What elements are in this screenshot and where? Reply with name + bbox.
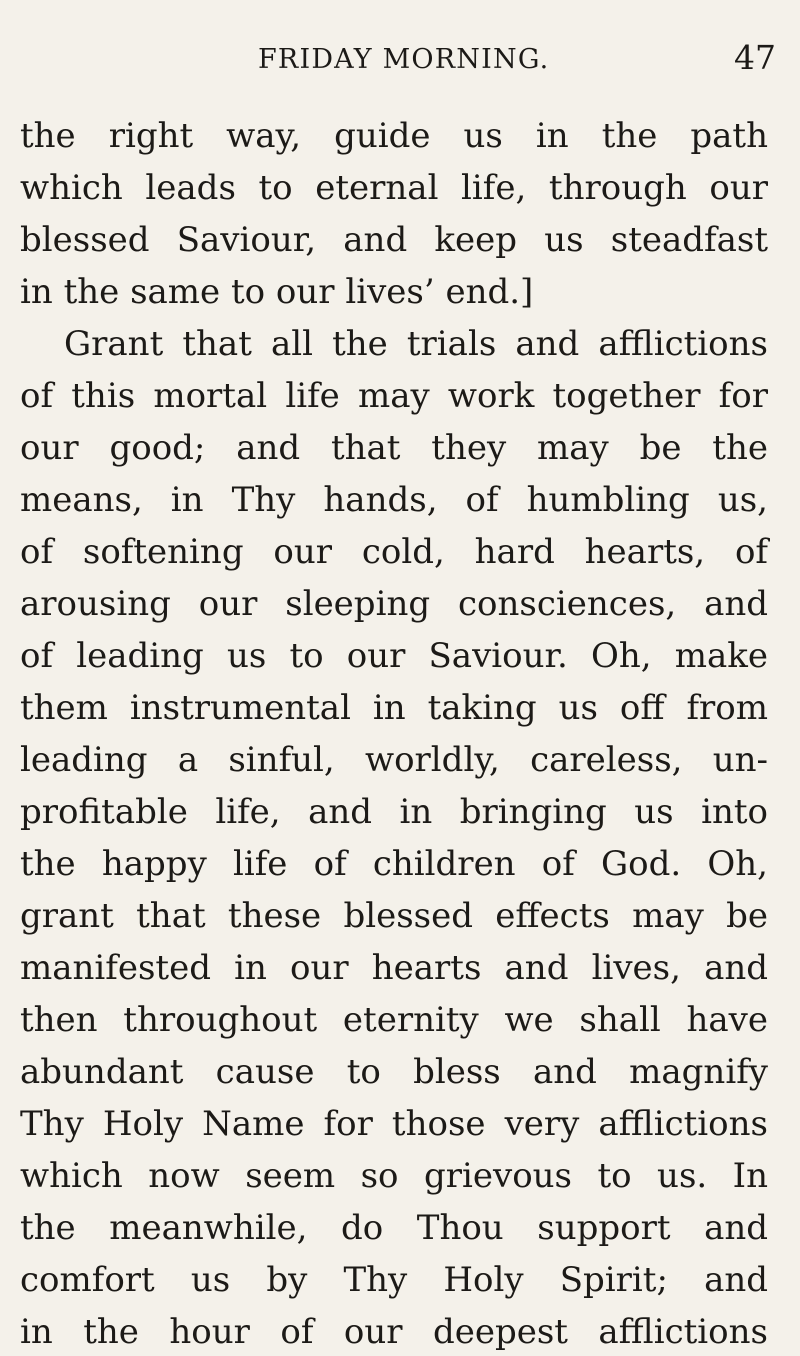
- paragraph-first-line: Grant that all the trials and afflictions: [64, 324, 768, 364]
- text-line: in the same to our lives’ end.]: [20, 272, 534, 312]
- text-line: profitable life, and in bringing us into: [20, 792, 768, 832]
- text-line: which leads to eternal life, through our: [20, 168, 768, 208]
- text-line: which now seem so grievous to us. In: [20, 1156, 768, 1196]
- text-line: Thy Holy Name for those very afflictions: [20, 1104, 768, 1144]
- text-line: grant that these blessed effects may be: [20, 896, 768, 936]
- text-line: the happy life of children of God. Oh,: [20, 844, 768, 884]
- text-line: in the hour of our deepest afflictions: [20, 1312, 768, 1352]
- text-line: of softening our cold, hard hearts, of: [20, 532, 768, 572]
- text-line: means, in Thy hands, of humbling us,: [20, 480, 768, 520]
- text-line: of leading us to our Saviour. Oh, make: [20, 636, 768, 676]
- text-line: them instrumental in taking us off from: [20, 688, 768, 728]
- running-head: FRIDAY MORNING.: [258, 44, 550, 75]
- text-line: abundant cause to bless and magnify: [20, 1052, 768, 1092]
- text-line: the meanwhile, do Thou support and: [20, 1208, 768, 1248]
- text-line: the right way, guide us in the path: [20, 116, 768, 156]
- text-line: arousing our sleeping consciences, and: [20, 584, 768, 624]
- text-line: of this mortal life may work together for: [20, 376, 768, 416]
- page-number: 47: [734, 38, 776, 77]
- text-line: leading a sinful, worldly, careless, un-: [20, 740, 768, 780]
- text-line: then throughout eternity we shall have: [20, 1000, 768, 1040]
- text-line: comfort us by Thy Holy Spirit; and: [20, 1260, 768, 1300]
- page-header: [0, 38, 800, 92]
- text-line: our good; and that they may be the: [20, 428, 768, 468]
- text-line: manifested in our hearts and lives, and: [20, 948, 768, 988]
- text-line: blessed Saviour, and keep us steadfast: [20, 220, 768, 260]
